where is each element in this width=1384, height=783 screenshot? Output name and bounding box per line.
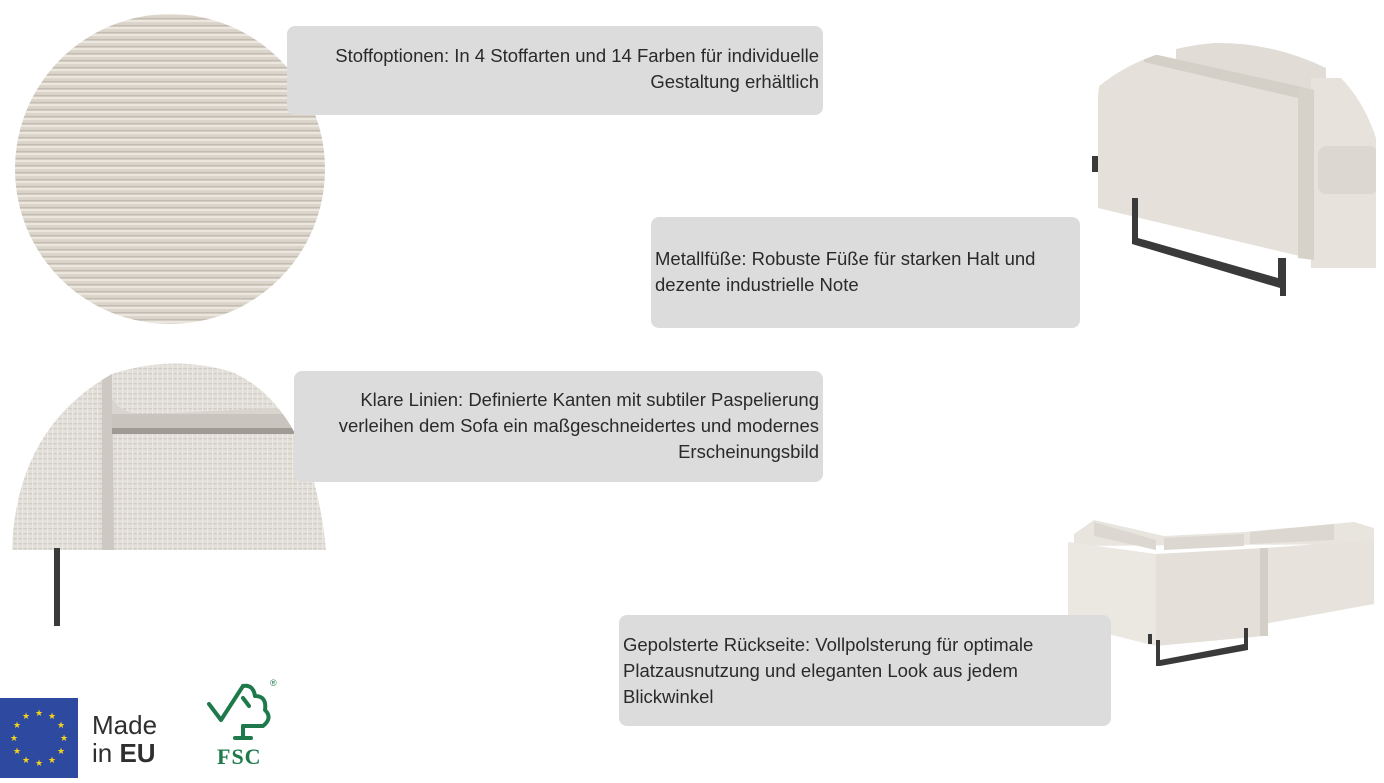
fsc-label: FSC — [217, 744, 262, 769]
feature-text-line: Erscheinungsbild — [678, 441, 819, 462]
feature-text-line: dezente industrielle Note — [655, 274, 859, 295]
feature-text-line: Gepolsterte Rückseite: Vollpolsterung für optimale — [623, 634, 1034, 655]
feature-callout-padded-back — [619, 615, 1111, 726]
fabric-swatch-image — [14, 13, 326, 325]
eu-bold-label: EU — [119, 738, 156, 768]
svg-text:★: ★ — [12, 747, 22, 757]
svg-text:★: ★ — [56, 747, 66, 757]
feature-text-line: Metallfüße: Robuste Füße für starken Halt und — [655, 248, 1036, 269]
feature-callout-fabric-options — [287, 26, 823, 115]
svg-text:★: ★ — [34, 759, 44, 769]
feature-text-line: Gestaltung erhältlich — [650, 71, 819, 92]
made-in-eu-label — [92, 711, 157, 767]
feature-text-line: Blickwinkel — [623, 686, 714, 707]
svg-text:★: ★ — [59, 734, 69, 744]
sofa-edge-detail-image — [12, 358, 328, 630]
feature-text-line: verleihen dem Sofa ein maßgeschneidertes und modernes — [338, 415, 819, 436]
svg-text:★: ★ — [47, 756, 57, 766]
feature-text-line: Platzausnutzung und eleganten Look aus jedem — [623, 660, 1018, 681]
svg-text:★: ★ — [21, 756, 31, 766]
svg-text:★: ★ — [21, 712, 31, 722]
feature-text-line: Stoffoptionen: In 4 Stoffarten und 14 Farben für individuelle — [335, 45, 819, 66]
svg-text:★: ★ — [34, 709, 44, 719]
sofa-armrest-image — [1086, 38, 1376, 302]
eu-flag-icon — [0, 698, 78, 778]
svg-text:★: ★ — [47, 712, 57, 722]
feature-callout-metal-feet — [651, 217, 1080, 328]
svg-text:★: ★ — [12, 721, 22, 731]
in-eu-label: in EU — [92, 738, 156, 768]
made-label: Made — [92, 710, 158, 740]
svg-text:★: ★ — [56, 721, 66, 731]
fsc-logo — [203, 678, 283, 774]
feature-callout-clean-lines — [294, 371, 823, 482]
feature-text-line: Klare Linien: Definierte Kanten mit subtiler Paspelierung — [360, 389, 819, 410]
svg-text:★: ★ — [9, 734, 19, 744]
fsc-registered-mark: ® — [270, 678, 277, 688]
